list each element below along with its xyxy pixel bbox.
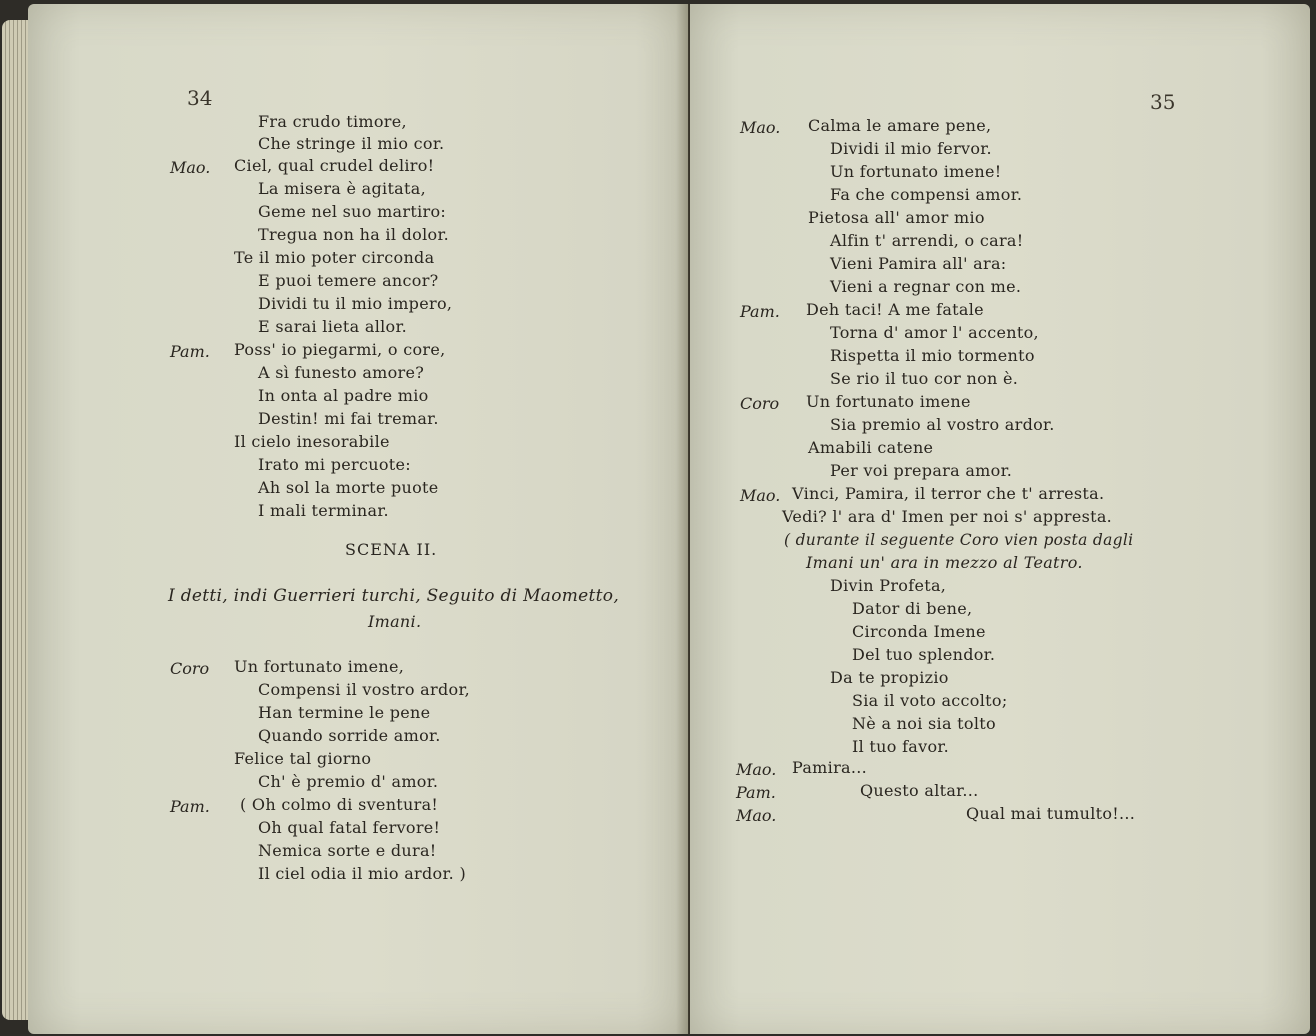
verse-line: Deh taci! A me fatale (806, 300, 984, 319)
verse-line: Vieni Pamira all' ara: (830, 254, 1007, 273)
verse-line: E puoi temere ancor? (258, 271, 439, 290)
verse-line: Un fortunato imene, (234, 657, 405, 676)
verse-line: Torna d' amor l' accento, (830, 323, 1039, 342)
verse-line: Vinci, Pamira, il terror che t' arresta. (792, 484, 1105, 503)
verse-line: Nè a noi sia tolto (852, 714, 996, 733)
scene-heading: SCENA II. (345, 540, 438, 559)
verse-line: Ch' è premio d' amor. (258, 772, 439, 791)
verse-line: Questo altar... (860, 781, 979, 800)
verse-line: Qual mai tumulto!... (966, 804, 1136, 823)
verse-line: In onta al padre mio (258, 386, 429, 405)
speaker-label: Mao. (736, 806, 777, 825)
speaker-label: Mao. (170, 158, 211, 177)
right-page-number: 35 (1150, 90, 1176, 114)
verse-line: ( Oh colmo di sventura! (240, 795, 439, 814)
verse-line: Calma le amare pene, (808, 116, 992, 135)
verse-line: Felice tal giorno (234, 749, 372, 768)
verse-line: Nemica sorte e dura! (258, 841, 437, 860)
verse-line: Destin! mi fai tremar. (258, 409, 439, 428)
verse-line: Dator di bene, (852, 599, 973, 618)
verse-line: Fa che compensi amor. (830, 185, 1023, 204)
verse-line: Fra crudo timore, (258, 112, 407, 131)
verse-line: Che stringe il mio cor. (258, 134, 445, 153)
stage-direction: ( durante il seguente Coro vien posta dagli (784, 531, 1134, 549)
verse-line: Vieni a regnar con me. (830, 277, 1022, 296)
verse-line: Quando sorride amor. (258, 726, 441, 745)
verse-line: Del tuo splendor. (852, 645, 996, 664)
verse-line: Per voi prepara amor. (830, 461, 1013, 480)
verse-line: Il cielo inesorabile (234, 432, 390, 451)
verse-line: Tregua non ha il dolor. (258, 225, 450, 244)
verse-line: Poss' io piegarmi, o core, (234, 340, 446, 359)
speaker-label: Coro (170, 659, 210, 678)
verse-line: Circonda Imene (852, 622, 986, 641)
stage-direction: Imani. (368, 612, 422, 631)
verse-line: I mali terminar. (258, 501, 389, 520)
stage-direction: I detti, indi Guerrieri turchi, Seguito di Maometto, (168, 586, 620, 606)
verse-line: Sia premio al vostro ardor. (830, 415, 1055, 434)
speaker-label: Mao. (740, 118, 781, 137)
verse-line: Se rio il tuo cor non è. (830, 369, 1019, 388)
speaker-label: Pam. (740, 302, 780, 321)
verse-line: Sia il voto accolto; (852, 691, 1008, 710)
verse-line: Da te propizio (830, 668, 949, 687)
verse-line: Dividi tu il mio impero, (258, 294, 453, 313)
verse-line: Vedi? l' ara d' Imen per noi s' appresta. (782, 507, 1113, 526)
verse-line: Irato mi percuote: (258, 455, 411, 474)
verse-line: Un fortunato imene! (830, 162, 1002, 181)
verse-line: Ciel, qual crudel deliro! (234, 156, 435, 175)
verse-line: Han termine le pene (258, 703, 431, 722)
speaker-label: Coro (740, 394, 780, 413)
speaker-label: Pam. (170, 797, 210, 816)
stage-direction: Imani un' ara in mezzo al Teatro. (806, 553, 1083, 572)
verse-line: Compensi il vostro ardor, (258, 680, 471, 699)
verse-line: Pietosa all' amor mio (808, 208, 985, 227)
verse-line: Il ciel odia il mio ardor. ) (258, 864, 466, 883)
verse-line: Divin Profeta, (830, 576, 947, 595)
verse-line: Ah sol la morte puote (258, 478, 439, 497)
verse-line: Geme nel suo martiro: (258, 202, 447, 221)
left-page-number: 34 (187, 86, 213, 110)
speaker-label: Mao. (736, 760, 777, 779)
speaker-label: Pam. (170, 342, 210, 361)
verse-line: Rispetta il mio tormento (830, 346, 1035, 365)
verse-line: Un fortunato imene (806, 392, 971, 411)
verse-line: Oh qual fatal fervore! (258, 818, 441, 837)
verse-line: A sì funesto amore? (258, 363, 425, 382)
speaker-label: Pam. (736, 783, 776, 802)
verse-line: Il tuo favor. (852, 737, 949, 756)
verse-line: Alfin t' arrendi, o cara! (830, 231, 1024, 250)
speaker-label: Mao. (740, 486, 781, 505)
verse-line: Te il mio poter circonda (234, 248, 435, 267)
verse-line: Pamira... (792, 758, 868, 777)
verse-line: Dividi il mio fervor. (830, 139, 992, 158)
verse-line: E sarai lieta allor. (258, 317, 408, 336)
verse-line: La misera è agitata, (258, 179, 426, 198)
verse-line: Amabili catene (808, 438, 934, 457)
